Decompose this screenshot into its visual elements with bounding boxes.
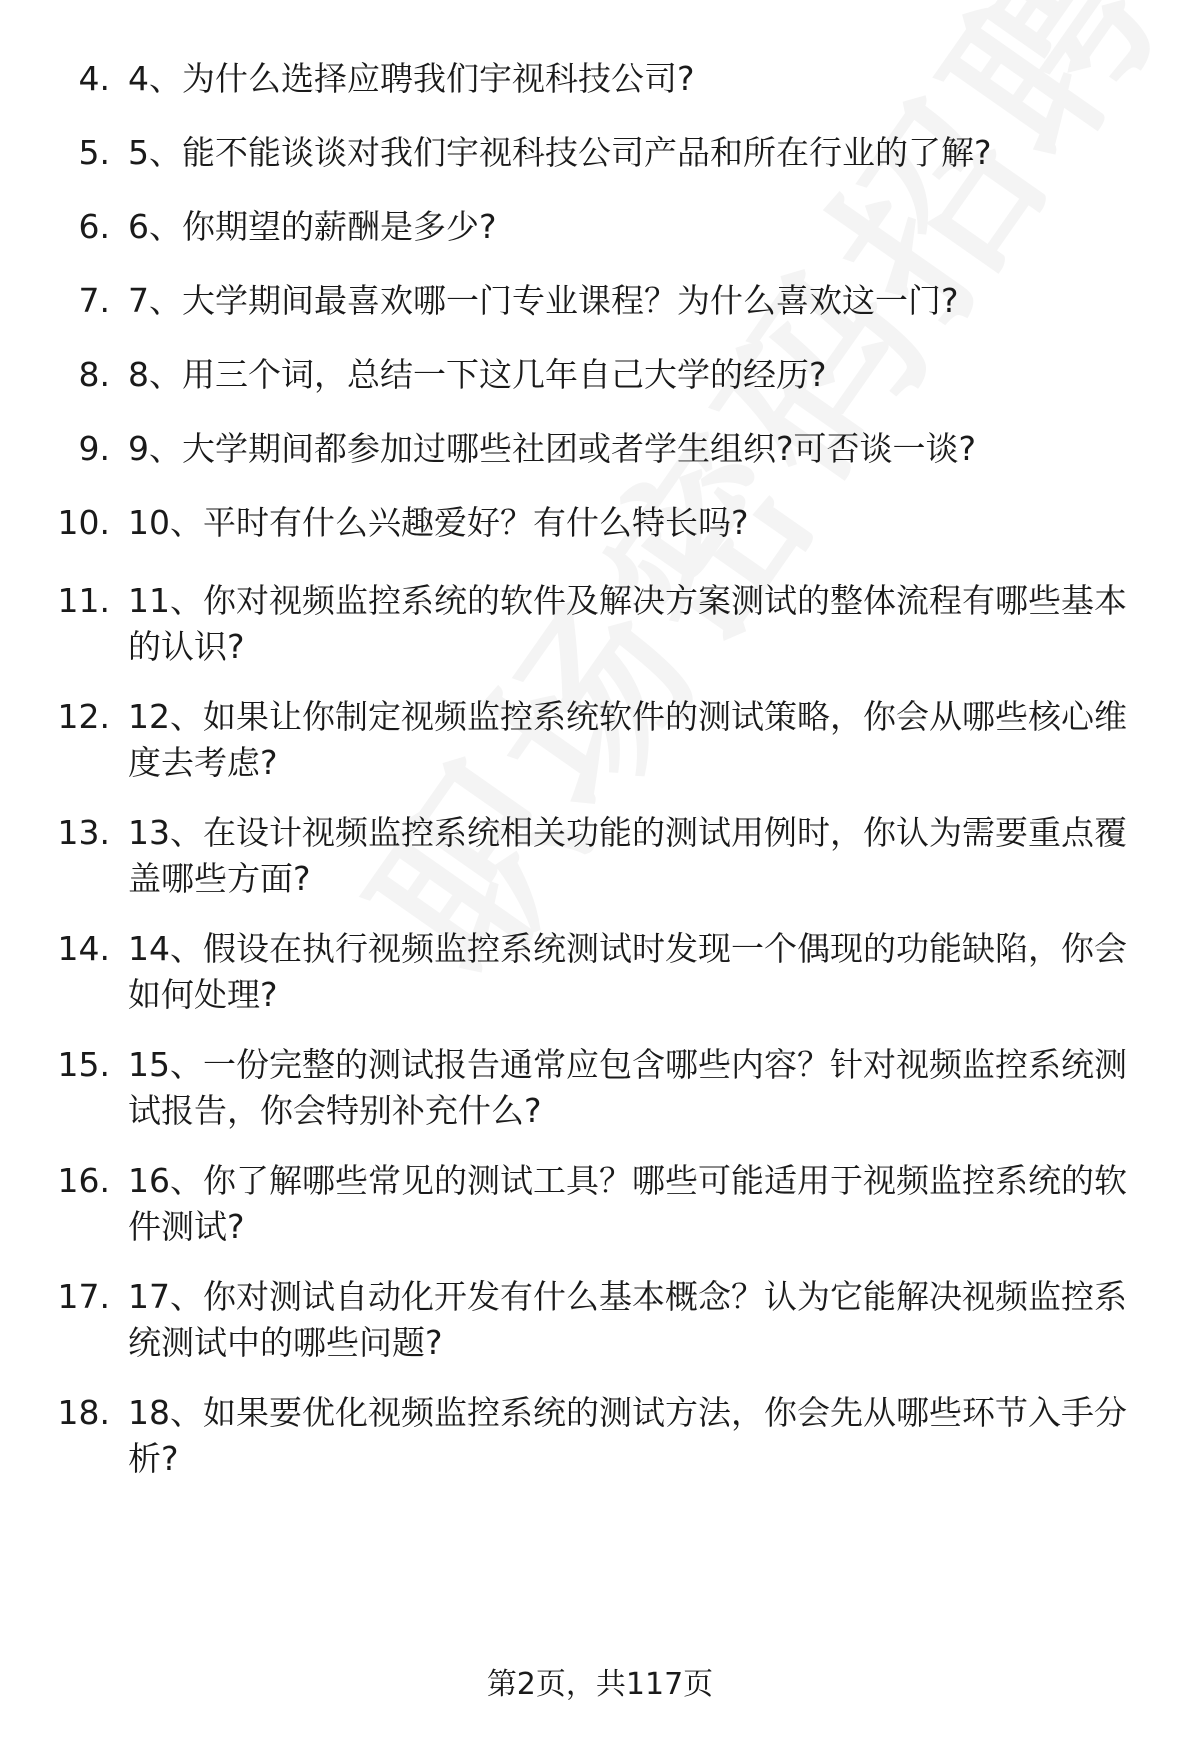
item-text: 10、平时有什么兴趣爱好？有什么特长吗?: [128, 503, 749, 542]
item-text: 13、在设计视频监控系统相关功能的测试用例时，你认为需要重点覆盖哪些方面?: [128, 813, 1127, 898]
item-number: 7.: [78, 281, 110, 320]
item-number: 5.: [78, 133, 110, 172]
item-number: 9.: [78, 429, 110, 468]
item-text: 15、一份完整的测试报告通常应包含哪些内容？针对视频监控系统测试报告，你会特别补充什么?: [128, 1045, 1127, 1130]
item-text: 8、用三个词，总结一下这几年自己大学的经历?: [128, 355, 827, 394]
item-text: 17、你对测试自动化开发有什么基本概念？认为它能解决视频监控系统测试中的哪些问题?: [128, 1277, 1127, 1362]
item-number: 15.: [57, 1045, 110, 1084]
page-number-footer: 第2页，共117页: [486, 1667, 714, 1702]
item-number: 14.: [57, 929, 110, 968]
item-text: 11、你对视频监控系统的软件及解决方案测试的整体流程有哪些基本的认识?: [128, 581, 1127, 666]
item-text: 4、为什么选择应聘我们宇视科技公司?: [128, 59, 695, 98]
item-text: 6、你期望的薪酬是多少?: [128, 207, 497, 246]
item-text: 5、能不能谈谈对我们宇视科技公司产品和所在行业的了解?: [128, 133, 992, 172]
item-number: 16.: [57, 1161, 110, 1200]
item-number: 4.: [78, 59, 110, 98]
item-text: 16、你了解哪些常见的测试工具？哪些可能适用于视频监控系统的软件测试?: [128, 1161, 1127, 1246]
item-number: 12.: [57, 697, 110, 736]
item-number: 6.: [78, 207, 110, 246]
item-number: 10.: [57, 503, 110, 542]
item-number: 18.: [57, 1393, 110, 1432]
item-number: 13.: [57, 813, 110, 852]
item-number: 17.: [57, 1277, 110, 1316]
item-number: 11.: [57, 581, 110, 620]
item-text: 7、大学期间最喜欢哪一门专业课程？为什么喜欢这一门?: [128, 281, 959, 320]
item-text: 12、如果让你制定视频监控系统软件的测试策略，你会从哪些核心维度去考虑?: [128, 697, 1127, 782]
item-text: 14、假设在执行视频监控系统测试时发现一个偶现的功能缺陷，你会如何处理?: [128, 929, 1127, 1014]
item-text: 18、如果要优化视频监控系统的测试方法，你会先从哪些环节入手分析?: [128, 1393, 1127, 1478]
item-number: 8.: [78, 355, 110, 394]
item-text: 9、大学期间都参加过哪些社团或者学生组织?可否谈一谈?: [128, 429, 977, 468]
